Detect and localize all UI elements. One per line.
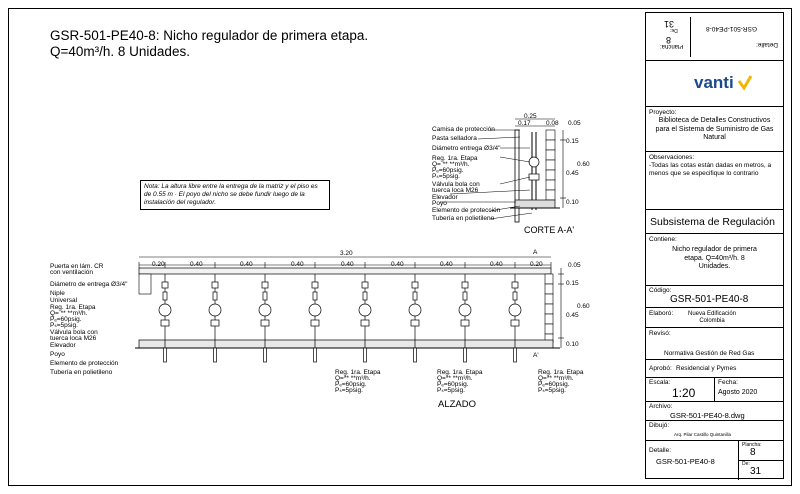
- rotated-de-label: De:: [670, 27, 678, 33]
- callout-1-line-2: Pₑ=60psig.: [335, 381, 367, 388]
- elev-dim-6: 0.40: [440, 261, 453, 268]
- elev-dim-3: 0.40: [291, 261, 304, 268]
- callout-1-line-3: Pₛ=5psig.: [335, 387, 363, 394]
- escala-label: Escala:: [649, 379, 671, 386]
- sec-label-12: Tubería en polietileno: [432, 215, 495, 222]
- subsistema-value: Subsistema de Regulación: [650, 216, 775, 228]
- elev-label-9: Válvula bola con: [50, 329, 98, 336]
- sec-label-11: Elemento de protección: [432, 207, 501, 214]
- observaciones-value: -Todas las cotas están dadas en metros, a menos que se especifique lo contrario: [649, 162, 772, 177]
- sec-dim-top-2: 0.08: [546, 120, 559, 127]
- sec-label-8: tuerca loca M26: [432, 187, 479, 194]
- sec-label-0: Camisa de protección: [432, 126, 495, 133]
- vanti-logo: vanti: [694, 73, 734, 92]
- contiene-value: Nicho regulador de primera etapa. Q=40m³/h. 8 Unidades.: [672, 246, 757, 270]
- regulator-unit: [159, 274, 171, 362]
- elev-label-0: Puerta en lám. CR: [50, 263, 104, 270]
- reviso-label: Revisó:: [649, 330, 671, 337]
- elev-rdim-1: 0.15: [566, 280, 579, 287]
- contiene-cell: [646, 234, 783, 286]
- archivo-cell: [646, 402, 783, 421]
- elev-label-2: Diámetro de entrega Ø3/4": [50, 281, 128, 288]
- aprobo-cell: [646, 360, 783, 378]
- sec-label-2: Diámetro entrega Ø3/4": [432, 145, 501, 152]
- escala-fecha-cell: [646, 378, 783, 402]
- aprobo-value: Residencial y Pymes: [676, 365, 737, 372]
- elev-label-8: Pₛ=5psig.: [50, 322, 78, 329]
- regulator-unit: [359, 274, 371, 362]
- codigo-label: Código:: [649, 287, 672, 294]
- elev-rdim-2: 0.60: [577, 303, 590, 310]
- callout-2-line-1: Q=** **m³/h.: [437, 375, 473, 382]
- logo-check-icon: [738, 75, 752, 91]
- elaboro-cell: [646, 308, 783, 328]
- sec-dim-top-3: 0.05: [568, 120, 581, 127]
- observaciones-label: Observaciones:: [649, 154, 695, 161]
- regulator-unit: [509, 274, 521, 362]
- section-mark-a: A: [533, 249, 538, 256]
- rotated-de: 31: [664, 19, 675, 29]
- rotated-code: GSR-501-PE40-8: [706, 25, 757, 32]
- sec-dim-right-2: 0.45: [566, 170, 579, 177]
- proyecto-cell: [646, 107, 783, 152]
- callout-3-line-0: Reg. 1ra. Etapa: [538, 369, 584, 376]
- elev-label-4: Universal: [50, 297, 78, 304]
- reviso-value: Normativa Gestión de Red Gas: [664, 350, 755, 357]
- title-block: [645, 12, 784, 479]
- fecha-label: Fecha:: [718, 379, 738, 386]
- detalle-cell: [646, 441, 783, 480]
- callout-1-line-1: Q=** **m³/h.: [335, 375, 371, 382]
- elev-label-12: Poyo: [50, 351, 65, 358]
- sec-dim-right-3: 0.10: [566, 199, 579, 206]
- elevation-drawing: [135, 250, 585, 380]
- contiene-label: Contiene:: [649, 236, 677, 243]
- sec-label-6: Pₛ=5psig.: [432, 173, 460, 180]
- sec-dim-top-1: 0.17: [518, 120, 531, 127]
- dibujo-cell: [646, 421, 783, 441]
- rotated-plancha: 8: [666, 35, 672, 45]
- rotated-plancha-label: Plancha:: [660, 43, 684, 49]
- elev-dim-4: 0.40: [341, 261, 354, 268]
- sec-dim-right-0: 0.15: [566, 138, 579, 145]
- observaciones-cell: [646, 152, 783, 210]
- rotated-header: [646, 13, 783, 61]
- detalle-value: GSR-501-PE40-8: [656, 457, 715, 466]
- regulator-unit: [259, 274, 271, 362]
- sec-dim-top-0: 0.25: [524, 113, 537, 120]
- sec-label-4: Q= ** **m³/h.: [432, 161, 470, 168]
- logo-cell: [646, 61, 783, 107]
- elev-label-6: Q= ** **m³/h.: [50, 310, 88, 317]
- section-mark-a-prime: A': [533, 352, 539, 359]
- elev-label-13: Elemento de protección: [50, 360, 119, 367]
- elev-dim-8: 0.20: [530, 261, 543, 268]
- sec-label-5: Pₑ=60psig.: [432, 167, 464, 174]
- plancha-value: 8: [750, 447, 756, 458]
- elev-label-3: Niple: [50, 290, 65, 297]
- dibujo-value: Arq. Pilar Castillo Quintanilla: [674, 432, 732, 437]
- de-value: 31: [750, 466, 762, 477]
- elev-rdim-4: 0.10: [566, 341, 579, 348]
- reviso-cell: [646, 328, 783, 360]
- regulator-unit: [409, 274, 421, 362]
- callout-2-line-0: Reg. 1ra. Etapa: [437, 369, 483, 376]
- elev-label-14: Tubería en polietileno: [50, 369, 113, 376]
- archivo-label: Archivo:: [649, 403, 673, 410]
- elev-dim-7: 0.40: [490, 261, 503, 268]
- elevation-title: ALZADO: [438, 399, 477, 410]
- elev-dim-0: 0.20: [152, 261, 165, 268]
- callout-2-line-3: Pₛ=5psig.: [437, 387, 465, 394]
- proyecto-label: Proyecto:: [649, 109, 677, 116]
- subsistema-cell: [646, 210, 783, 234]
- sec-label-1: Pasta selladora: [432, 135, 477, 142]
- section-title: CORTE A-A': [524, 225, 575, 235]
- regulator-unit: [209, 274, 221, 362]
- callout-3-line-3: Pₛ=5psig.: [538, 387, 566, 394]
- elev-dim-2: 0.40: [240, 261, 253, 268]
- sec-label-7: Válvula bola con: [432, 181, 480, 188]
- drawing-note: Nota: La altura libre entre la entrega de la matriz y el piso es de 0.55 m · El poyo del nicho se debe fundir luego de la instalación del regulador.: [140, 180, 330, 210]
- drawing-title: [50, 28, 368, 60]
- elev-rdim-3: 0.45: [566, 312, 579, 319]
- sec-label-9: Elevador: [432, 194, 458, 201]
- regulator-unit: [309, 274, 321, 362]
- dibujo-label: Dibujó:: [649, 422, 670, 429]
- elev-label-7: Pₑ=60psig.: [50, 316, 82, 323]
- escala-value: 1:20: [672, 386, 696, 400]
- detalle-label: Detalle:: [649, 447, 672, 454]
- plancha-label: Plancha:: [742, 442, 762, 448]
- fecha-value: Agosto 2020: [718, 389, 758, 396]
- callout-1-line-0: Reg. 1ra. Etapa: [335, 369, 381, 376]
- rotated-detalle: Detalle:: [756, 41, 779, 48]
- sec-label-3: Reg. 1ra. Etapa: [432, 155, 478, 162]
- elev-label-1: con ventilación: [50, 269, 93, 276]
- elaboro-label: Elaboró:: [649, 310, 674, 317]
- elev-label-5: Reg. 1ra. Etapa: [50, 304, 96, 311]
- aprobo-label: Aprobó:: [649, 365, 672, 372]
- de-label: De:: [742, 461, 750, 467]
- codigo-value: GSR-501-PE40-8: [670, 294, 749, 305]
- title-line-1: GSR-501-PE40-8: Nicho regulador de primera etapa.: [50, 28, 369, 43]
- archivo-value: GSR-501-PE40-8.dwg: [670, 411, 745, 420]
- regulator-unit: [459, 274, 471, 362]
- elev-label-10: tuerca loca M26: [50, 335, 97, 342]
- callout-3-line-1: Q=** **m³/h.: [538, 375, 574, 382]
- proyecto-value: Biblioteca de Detalles Constructivos para el Sistema de Suministro de Gas Natural: [655, 117, 774, 141]
- elev-dim-1: 0.40: [190, 261, 203, 268]
- elev-rdim-0: 0.05: [568, 262, 581, 269]
- sec-label-10: Poyo: [432, 200, 447, 207]
- codigo-cell: [646, 286, 783, 308]
- sec-dim-right-1: 0.60: [577, 161, 590, 168]
- elaboro-value: Nueva Edificación Colombia: [687, 311, 737, 324]
- callout-3-line-2: Pₑ=60psig.: [538, 381, 570, 388]
- callout-2-line-2: Pₑ=60psig.: [437, 381, 469, 388]
- title-line-2: Q=40m³/h. 8 Unidades.: [50, 44, 190, 59]
- elev-dim-5: 0.40: [391, 261, 404, 268]
- elev-total-dim: 3.20: [340, 250, 353, 257]
- elev-label-11: Elevador: [50, 342, 76, 349]
